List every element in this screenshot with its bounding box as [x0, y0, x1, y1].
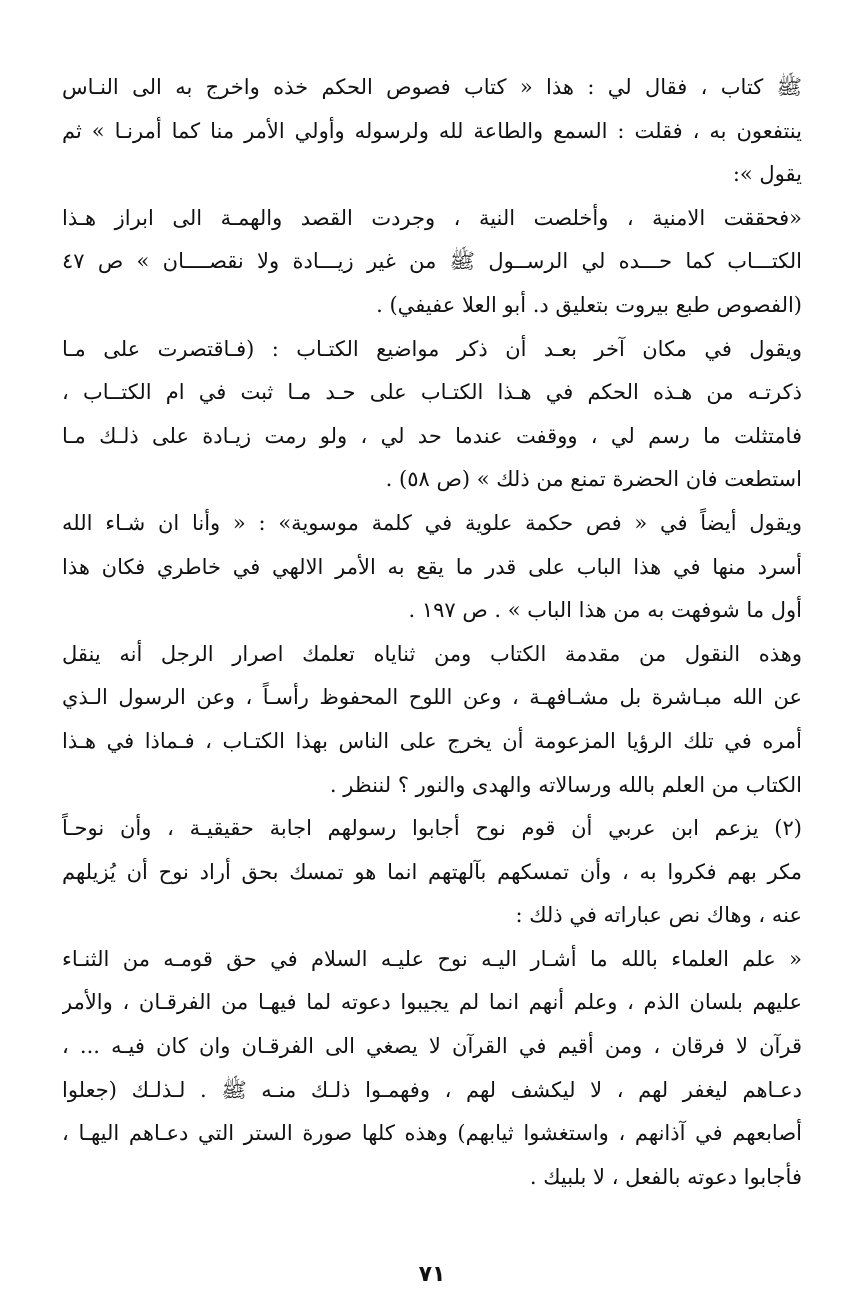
- text-line: استطعت فان الحضرة تمنع من ذلك » (ص ٥٨) .: [385, 467, 802, 492]
- text-line: «فحققت الامنية ، وأخلصت النية ، وجردت القصد والهمـة الى ابراز هـذا: [62, 205, 802, 230]
- text-line: فامتثلت ما رسم لي ، ووقفت عندما حد لي ، ولو رمت زيـادة على ذلـك مـا: [62, 423, 802, 448]
- text-line: أمره في تلك الرؤيا المزعومة أن يخرج على الناس بهذا الكتـاب ، فـماذا في هـذا: [62, 728, 802, 753]
- text-line: (٢) يزعم ابن عربي أن قوم نوح أجابوا رسولهم اجابة حقيقيـة ، وأن نوحـاً: [62, 816, 802, 841]
- text-line: (الفصوص طبع بيروت بتعليق د. أبو العلا عفيفي) .: [376, 292, 802, 317]
- text-line: عنه ، وهاك نص عباراته في ذلك :: [515, 903, 802, 928]
- paragraph-point-two: [62, 807, 802, 938]
- text-line: عليهم بلسان الذم ، وعلم أنهم انما لم يجيبوا دعوته لما فيهـا من الفرقـان ، والأمر: [62, 990, 802, 1015]
- paragraph-book-given: [62, 66, 802, 197]
- text-line: قرآن لا فرقان ، ومن أقيم في القرآن لا يصغي الى الفرقـان وان كان فيـه ... ،: [62, 1034, 802, 1059]
- paragraph-fulfilled-wish: [62, 197, 802, 328]
- text-line: أول ما شوفهت به من هذا الباب » . ص ١٩٧ .: [408, 598, 802, 623]
- text-line: وهذه النقول من مقدمة الكتاب ومن ثناياه تعلمك اصرار الرجل أنه ينقل: [62, 641, 802, 666]
- text-line: الكتاب من العلم بالله ورسالاته والهدى والنور ؟ لننظر .: [329, 772, 802, 797]
- page-number: ٧١: [418, 1262, 446, 1287]
- text-line: عن الله مبـاشرة بل مشـافهـة ، وعن اللوح المحفوظ رأسـاً ، وعن الرسول الـذي: [62, 685, 802, 710]
- text-line: ويقول أيضاً في « فص حكمة علوية في كلمة موسوية» : « وأنا ان شـاء الله: [62, 510, 802, 535]
- paragraph-moses-chapter: [62, 502, 802, 633]
- text-line: فأجابوا دعوته بالفعل ، لا بلبيك .: [529, 1164, 802, 1189]
- paragraph-another-place: [62, 328, 802, 502]
- text-line: أسرد منها في هذا الباب على قدر ما يقع به الأمر الالهي في خاطري فكان هذا: [62, 554, 802, 579]
- text-line: « علم العلماء بالله ما أشـار اليـه نوح عليـه السلام في حق قومـه من الثنـاء: [62, 946, 802, 971]
- paragraph-quotes-summary: [62, 633, 802, 807]
- paragraph-noah-quote: [62, 938, 802, 1200]
- body-text: [62, 66, 802, 1199]
- text-line: ويقول في مكان آخر بعـد أن ذكر مواضيع الكتـاب : (فـاقتصرت على مـا: [62, 336, 802, 361]
- text-line: ينتفعون به ، فقلت : السمع والطاعة لله ولرسوله وأولي الأمر منا كما أمرنـا » ثم: [62, 118, 802, 143]
- text-line: ﷺ كتاب ، فقال لي : هذا « كتاب فصوص الحكم خذه واخرج به الى النـاس: [62, 75, 802, 99]
- text-line: ذكرتـه من هـذه الحكم في هـذا الكتـاب على حـد مـا ثبت في ام الكتــاب ،: [62, 380, 802, 405]
- text-line: أصابعهم في آذانهم ، واستغشوا ثيابهم) وهذه كلها صورة الستر التي دعـاهم اليهـا ،: [62, 1121, 802, 1146]
- text-line: دعـاهم ليغفر لهم ، لا ليكشف لهم ، وفهمـوا ذلـك منـه ﷺ . لـذلـك (جعلوا: [62, 1077, 802, 1102]
- text-line: يقول »:: [732, 162, 802, 187]
- text-line: الكتـــاب كما حـــده لي الرســول ﷺ من غير زيـــادة ولا نقصــــان » ص ٤٧: [62, 249, 802, 274]
- text-line: مكر بهم فكروا به ، وأن تمسكهم بآلهتهم انما هو تمسك بحق أراد نوح أن يُزيلهم: [62, 859, 802, 884]
